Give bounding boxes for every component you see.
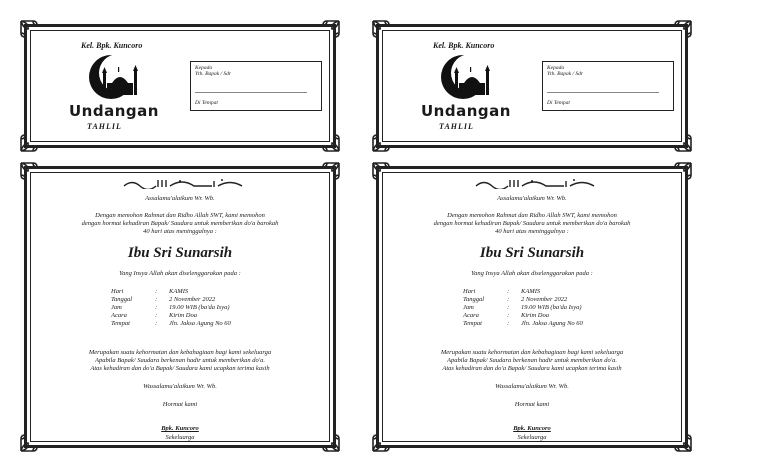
closing-line-3: Atas kehadiran dan do'a Bapak/ Saudara kami ucapkan terima kasih bbox=[442, 365, 622, 372]
ornament-corner-icon bbox=[319, 19, 341, 41]
detail-row: Jam : 19.00 WIB (ba'da Isya) bbox=[111, 304, 230, 311]
farewell: Wassalamu'alaikum Wr. Wb. bbox=[495, 383, 569, 390]
invitation-title: Undangan bbox=[69, 102, 159, 120]
intro-line-2: dengan hormat kehadiran Bapak/ Saudara untuk memberikan do'a barokah bbox=[433, 220, 631, 227]
deceased-name: Ibu Sri Sunarsih bbox=[479, 245, 585, 261]
intro-line-3: 40 hari atas meninggalnya : bbox=[495, 228, 569, 235]
event-details bbox=[463, 288, 583, 328]
event-intro: Yang Insya Allah akan diselenggarakan pada : bbox=[119, 270, 241, 277]
detail-row: Hari : KAMIS bbox=[111, 288, 189, 295]
closing-line-1: Merupakan suatu kehormatan dan kebahagiaan bagi kami sekeluarga bbox=[440, 349, 624, 356]
ornament-corner-icon bbox=[19, 161, 41, 183]
detail-row: Tanggal : 2 November 2022 bbox=[463, 296, 568, 303]
intro-line-1: Dengan memohon Rahmat dan Ridho Allah SWT, kami memohon bbox=[447, 212, 617, 219]
ornament-corner-icon bbox=[671, 161, 693, 183]
family-name: Kel. Bpk. Kuncoro bbox=[433, 41, 495, 50]
bismillah-calligraphy-icon bbox=[474, 176, 596, 188]
address-line bbox=[547, 92, 659, 93]
ornament-corner-icon bbox=[671, 19, 693, 41]
detail-row: Tempat : Jln. Jaksa Agung No 60 bbox=[463, 320, 583, 327]
ornament-corner-icon bbox=[19, 131, 41, 153]
detail-row: Jam : 19.00 WIB (ba'da Isya) bbox=[463, 304, 582, 311]
invitation-card bbox=[376, 166, 688, 448]
address-line bbox=[195, 92, 307, 93]
ornament-corner-icon bbox=[319, 161, 341, 183]
event-details bbox=[111, 288, 231, 328]
to-label: Kepada bbox=[547, 65, 565, 71]
tahlil-script: TAHLIL bbox=[439, 122, 474, 131]
respect: Hormat kami bbox=[514, 401, 550, 408]
envelope-card bbox=[376, 24, 688, 148]
ornament-corner-icon bbox=[371, 19, 393, 41]
greeting: Assalamu'alaikum Wr. Wb. bbox=[145, 195, 215, 202]
event-intro: Yang Insya Allah akan diselenggarakan pada : bbox=[471, 270, 593, 277]
detail-row: Tempat : Jln. Jaksa Agung No 60 bbox=[111, 320, 231, 327]
ornament-corner-icon bbox=[371, 161, 393, 183]
closing-line-2: Apabila Bapak/ Saudara berkenan hadir untuk memberikan do'a. bbox=[446, 357, 617, 364]
intro-line-2: dengan hormat kehadiran Bapak/ Saudara untuk memberikan do'a barokah bbox=[81, 220, 279, 227]
bismillah-calligraphy-icon bbox=[122, 176, 244, 188]
signer-name: Bpk. Kuncoro bbox=[513, 425, 551, 432]
intro-line-3: 40 hari atas meninggalnya : bbox=[143, 228, 217, 235]
closing-line-1: Merupakan suatu kehormatan dan kebahagiaan bagi kami sekeluarga bbox=[88, 349, 272, 356]
address-box bbox=[190, 61, 322, 111]
mosque-crescent-logo-icon bbox=[85, 53, 145, 101]
detail-row: Tanggal : 2 November 2022 bbox=[111, 296, 216, 303]
address-box bbox=[542, 61, 674, 111]
respect: Hormat kami bbox=[162, 401, 198, 408]
invitation-title: Undangan bbox=[421, 102, 511, 120]
to-name: Yth. Bapak / Sdr bbox=[547, 71, 584, 77]
ornament-corner-icon bbox=[371, 131, 393, 153]
mosque-crescent-logo-icon bbox=[437, 53, 497, 101]
to-name: Yth. Bapak / Sdr bbox=[195, 71, 232, 77]
ornament-corner-icon bbox=[19, 19, 41, 41]
ornament-corner-icon bbox=[671, 131, 693, 153]
intro-line-1: Dengan memohon Rahmat dan Ridho Allah SWT, kami memohon bbox=[95, 212, 265, 219]
detail-row: Acara : Kirim Doa bbox=[463, 312, 549, 319]
place-label: Di Tempat bbox=[547, 100, 570, 106]
greeting: Assalamu'alaikum Wr. Wb. bbox=[497, 195, 567, 202]
place-label: Di Tempat bbox=[195, 100, 218, 106]
ornament-corner-icon bbox=[319, 131, 341, 153]
invitation-card bbox=[24, 166, 336, 448]
detail-row: Hari : KAMIS bbox=[463, 288, 541, 295]
signer-name: Bpk. Kuncoro bbox=[161, 425, 199, 432]
closing-line-2: Apabila Bapak/ Saudara berkenan hadir untuk memberikan do'a. bbox=[94, 357, 265, 364]
tahlil-script: TAHLIL bbox=[87, 122, 122, 131]
detail-row: Acara : Kirim Doa bbox=[111, 312, 197, 319]
deceased-name: Ibu Sri Sunarsih bbox=[127, 245, 233, 261]
to-label: Kepada bbox=[195, 65, 213, 71]
family-name: Kel. Bpk. Kuncoro bbox=[81, 41, 143, 50]
envelope-card bbox=[24, 24, 336, 148]
closing-line-3: Atas kehadiran dan do'a Bapak/ Saudara kami ucapkan terima kasih bbox=[90, 365, 270, 372]
signer-role: Sekeluarga bbox=[517, 434, 547, 441]
farewell: Wassalamu'alaikum Wr. Wb. bbox=[143, 383, 217, 390]
signer-role: Sekeluarga bbox=[165, 434, 195, 441]
